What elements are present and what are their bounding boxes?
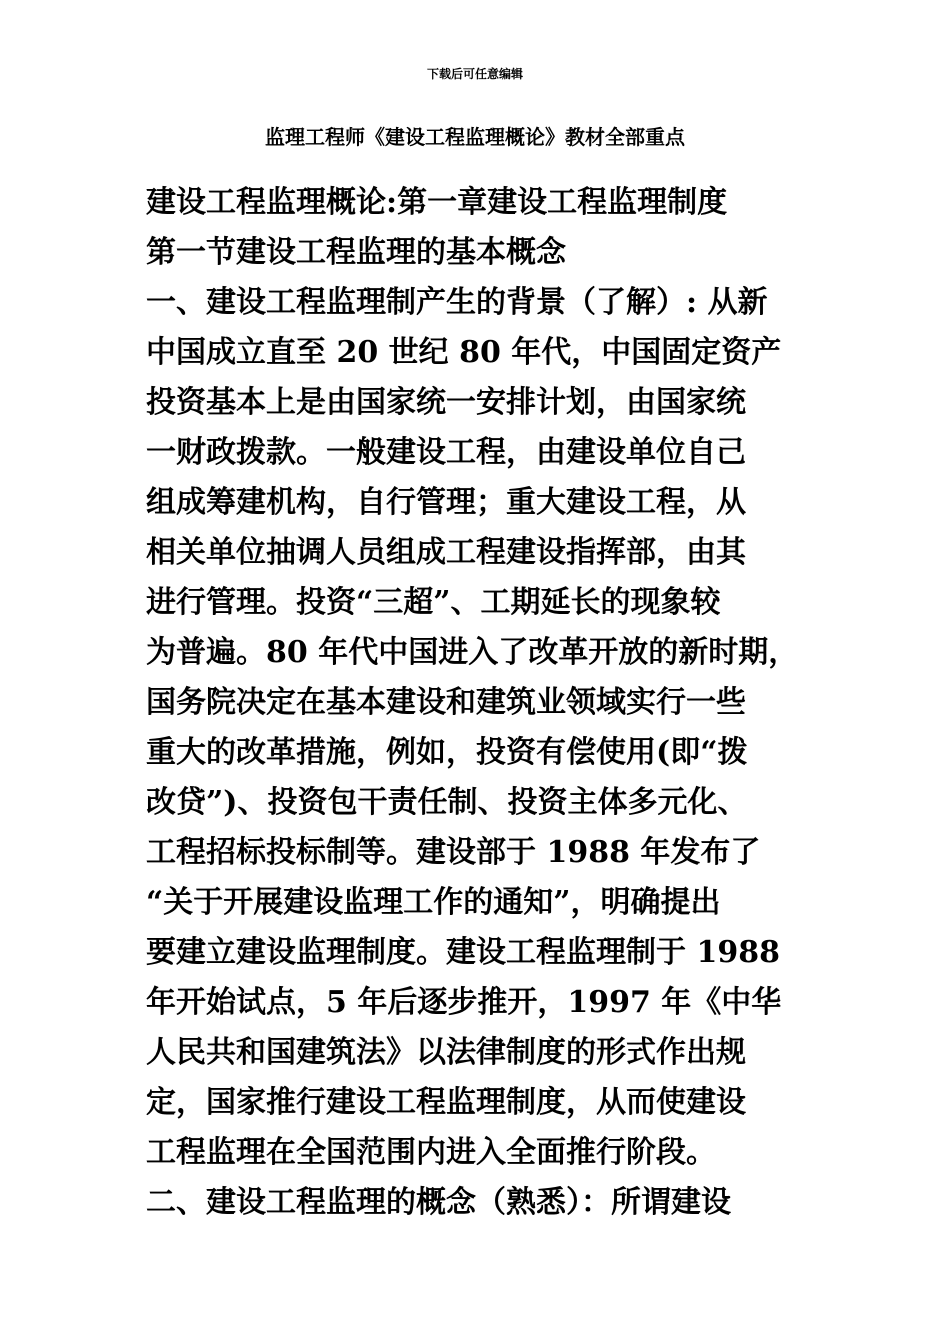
body-line: 工程监理在全国范围内进入全面推行阶段。 <box>146 1135 716 1170</box>
body-line: 一、建设工程监理制产生的背景（了解）: 从新 <box>146 285 768 320</box>
body-line: 重大的改革措施，例如，投资有偿使用(即“拨 <box>146 735 748 770</box>
body-line: 组成筹建机构，自行管理；重大建设工程，从 <box>146 485 746 520</box>
section-heading: 第一节建设工程监理的基本概念 <box>146 235 566 270</box>
chapter-heading: 建设工程监理概论:第一章建设工程监理制度 <box>146 185 728 220</box>
body-line: 定，国家推行建设工程监理制度，从而使建设 <box>146 1085 746 1120</box>
body-line: 工程招标投标制等。建设部于 1988 年发布了 <box>146 835 761 870</box>
body-line: 要建立建设监理制度。建设工程监理制于 1988 <box>146 935 780 970</box>
body-line: 相关单位抽调人员组成工程建设指挥部，由其 <box>146 535 746 570</box>
body-line: 进行管理。投资“三超”、工期延长的现象较 <box>146 585 721 620</box>
body-line: 年开始试点，5 年后逐步推开，1997 年《中华 <box>146 985 782 1020</box>
body-line: “关于开展建设监理工作的通知”，明确提出 <box>146 885 721 920</box>
document-body <box>146 178 822 1228</box>
document-title: 监理工程师《建设工程监理概论》教材全部重点 <box>265 125 685 149</box>
body-line: 投资基本上是由国家统一安排计划，由国家统 <box>146 385 746 420</box>
body-line: 中国成立直至 20 世纪 80 年代，中国固定资产 <box>146 335 782 370</box>
body-line: 人民共和国建筑法》以法律制度的形式作出规 <box>146 1035 746 1070</box>
body-line: 为普遍。80 年代中国进入了改革开放的新时期， <box>146 635 799 670</box>
header-note: 下载后可任意编辑 <box>426 67 523 81</box>
body-line: 改贷”)、投资包干责任制、投资主体多元化、 <box>146 785 748 820</box>
body-line: 二、建设工程监理的概念（熟悉）：所谓建设 <box>146 1185 731 1220</box>
body-line: 国务院决定在基本建设和建筑业领域实行一些 <box>146 685 746 720</box>
body-line: 一财政拨款。一般建设工程，由建设单位自己 <box>146 435 746 470</box>
